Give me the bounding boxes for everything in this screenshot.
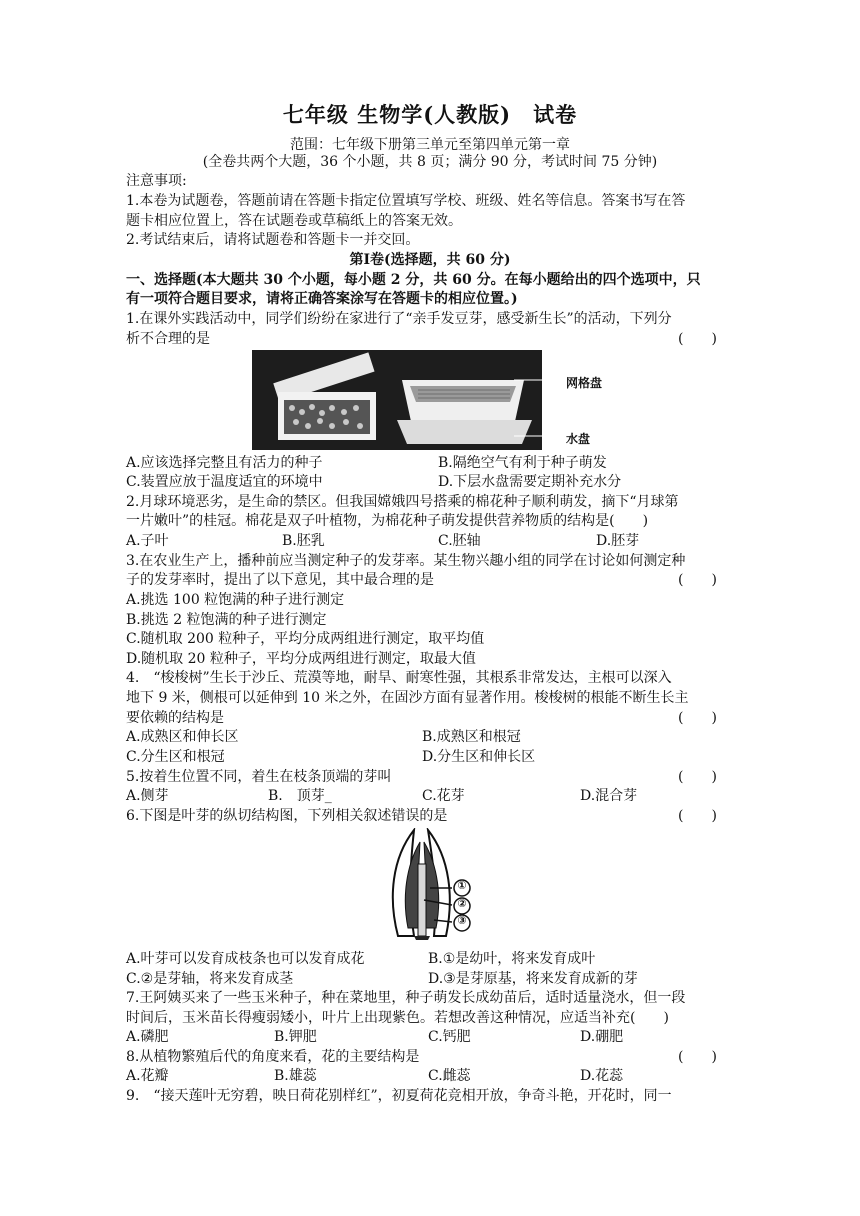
q8-option-a: A.花瓣 bbox=[126, 1068, 169, 1084]
q7-option-a: A.磷肥 bbox=[126, 1029, 169, 1045]
q1-sprouting-figure bbox=[252, 350, 603, 450]
label-water-tray: 水盘 bbox=[566, 432, 591, 446]
q2-option-a: A.子叶 bbox=[126, 533, 169, 549]
exam-info: (全卷共两个大题，36 个小题，共 8 页；满分 90 分，考试时间 75 分钟) bbox=[202, 154, 658, 170]
q6-answer-paren: ( ) bbox=[678, 808, 717, 824]
q4-answer-paren: ( ) bbox=[678, 710, 717, 726]
q2-stem-line-1: 2.月球环境恶劣，是生命的禁区。但我国嫦娥四号搭乘的棉花种子顺利萌发，摘下“月球第 bbox=[126, 494, 679, 510]
q4-option-c: C.分生区和根冠 bbox=[126, 749, 225, 765]
q7-option-b: B.钾肥 bbox=[274, 1029, 317, 1045]
q1-option-a: A.应该选择完整且有活力的种子 bbox=[126, 455, 323, 471]
q8-option-d: D.花蕊 bbox=[580, 1068, 624, 1084]
q4-stem-line-2: 地下 9 米，侧根可以延伸到 10 米之外，在固沙方面有显著作用。梭梭树的根能不断生长主 bbox=[126, 690, 689, 706]
q8-stem: 8.从植物繁殖后代的角度来看，花的主要结构是 bbox=[126, 1049, 420, 1065]
note-2: 2.考试结束后，请将试题卷和答题卡一并交回。 bbox=[126, 232, 420, 248]
q5-option-c: C.花芽 bbox=[422, 788, 465, 804]
q3-stem-line-2: 子的发芽率时，提出了以下意见，其中最合理的是 bbox=[126, 572, 434, 588]
q3-option-a: A.挑选 100 粒饱满的种子进行测定 bbox=[126, 592, 345, 608]
q2-option-c: C.胚轴 bbox=[438, 533, 481, 549]
marker-1: ① bbox=[457, 879, 467, 892]
q5-option-a: A.侧芽 bbox=[126, 788, 169, 804]
label-grid-tray: 网格盘 bbox=[566, 376, 603, 390]
exam-scope: 范围：七年级下册第三单元至第四单元第一章 bbox=[290, 137, 570, 153]
q9-stem-line-1: 9. “接天莲叶无穷碧，映日荷花别样红”，初夏荷花竞相开放，争奇斗艳，开花时，同一 bbox=[126, 1088, 672, 1104]
q3-stem-line-1: 3.在农业生产上，播种前应当测定种子的发芽率。某生物兴趣小组的同学在讨论如何测定种 bbox=[126, 553, 686, 569]
notes-heading: 注意事项: bbox=[126, 173, 187, 189]
q3-option-d: D.随机取 20 粒种子，平均分成两组进行测定，取最大值 bbox=[126, 651, 476, 667]
note-1-line-2: 题卡相应位置上，答在试题卷或草稿纸上的答案无效。 bbox=[126, 213, 462, 229]
note-1-line-1: 1.本卷为试题卷，答题前请在答题卡指定位置填写学校、班级、姓名等信息。答案书写在答 bbox=[126, 193, 686, 209]
q8-option-c: C.雌蕊 bbox=[428, 1068, 471, 1084]
q2-option-d: D.胚芽 bbox=[596, 533, 640, 549]
q8-answer-paren: ( ) bbox=[678, 1049, 717, 1065]
q6-option-d: D.③是芽原基，将来发育成新的芽 bbox=[428, 971, 638, 987]
q5-answer-paren: ( ) bbox=[678, 769, 717, 785]
page-title: 七年级 生物学(人教版) 试卷 bbox=[282, 102, 578, 127]
q4-option-a: A.成熟区和伸长区 bbox=[126, 729, 239, 745]
q4-stem-line-3: 要依赖的结构是 bbox=[126, 710, 224, 726]
q1-answer-paren: ( ) bbox=[678, 331, 717, 347]
q1-option-d: D.下层水盘需要定期补充水分 bbox=[438, 474, 622, 490]
q7-option-c: C.钙肥 bbox=[428, 1029, 471, 1045]
section-1-line-1: 一、选择题(本大题共 30 个小题，每小题 2 分，共 60 分。在每小题给出的四个选项中，只 bbox=[126, 272, 701, 288]
q3-option-b: B.挑选 2 粒饱满的种子进行测定 bbox=[126, 612, 327, 628]
q3-answer-paren: ( ) bbox=[678, 572, 717, 588]
q7-stem-line-1: 7.王阿姨买来了一些玉米种子，种在菜地里，种子萌发长成幼苗后，适时适量浇水，但一段 bbox=[126, 990, 686, 1006]
q4-stem-line-1: 4. “梭梭树”生长于沙丘、荒漠等地，耐旱、耐寒性强，其根系非常发达，主根可以深入 bbox=[126, 670, 672, 686]
marker-2: ② bbox=[457, 897, 467, 910]
q4-option-d: D.分生区和伸长区 bbox=[422, 749, 536, 765]
sprouting-trays-illustration bbox=[252, 350, 542, 450]
q6-option-a: A.叶芽可以发育成枝条也可以发育成花 bbox=[126, 951, 365, 967]
section-1-line-2: 有一项符合题目要求，请将正确答案涂写在答题卡的相应位置。) bbox=[126, 291, 518, 307]
q4-option-b: B.成熟区和根冠 bbox=[422, 729, 521, 745]
q1-stem-line-2: 析不合理的是 bbox=[126, 331, 210, 347]
q5-option-d: D.混合芽 bbox=[580, 788, 638, 804]
q2-option-b: B.胚乳 bbox=[282, 533, 325, 549]
q3-option-c: C.随机取 200 粒种子，平均分成两组进行测定，取平均值 bbox=[126, 631, 485, 647]
part-1-title: 第Ⅰ卷(选择题，共 60 分) bbox=[349, 252, 511, 268]
q6-option-c: C.②是芽轴，将来发育成茎 bbox=[126, 971, 294, 987]
q6-leaf-bud-figure bbox=[384, 828, 494, 940]
q5-option-b: B. 顶芽_ bbox=[268, 788, 332, 804]
q1-stem-line-1: 1.在课外实践活动中，同学们纷纷在家进行了“亲手发豆芽，感受新生长”的活动，下列分 bbox=[126, 311, 672, 327]
q7-stem-line-2: 时间后，玉米苗长得瘦弱矮小，叶片上出现紫色。若想改善这种情况，应适当补充( ) bbox=[126, 1010, 669, 1026]
q6-option-b: B.①是幼叶，将来发育成叶 bbox=[428, 951, 596, 967]
q5-stem: 5.按着生位置不同，着生在枝条顶端的芽叫 bbox=[126, 769, 392, 785]
marker-3: ③ bbox=[457, 914, 467, 927]
q2-stem-line-2: 一片嫩叶”的桂冠。棉花是双子叶植物，为棉花种子萌发提供营养物质的结构是( ) bbox=[126, 513, 649, 529]
leaf-bud-section-illustration bbox=[384, 828, 494, 940]
q7-option-d: D.硼肥 bbox=[580, 1029, 624, 1045]
q6-stem: 6.下图是叶芽的纵切结构图，下列相关叙述错误的是 bbox=[126, 808, 448, 824]
q1-option-b: B.隔绝空气有利于种子萌发 bbox=[438, 455, 607, 471]
q8-option-b: B.雄蕊 bbox=[274, 1068, 317, 1084]
q1-option-c: C.装置应放于温度适宜的环境中 bbox=[126, 474, 323, 490]
